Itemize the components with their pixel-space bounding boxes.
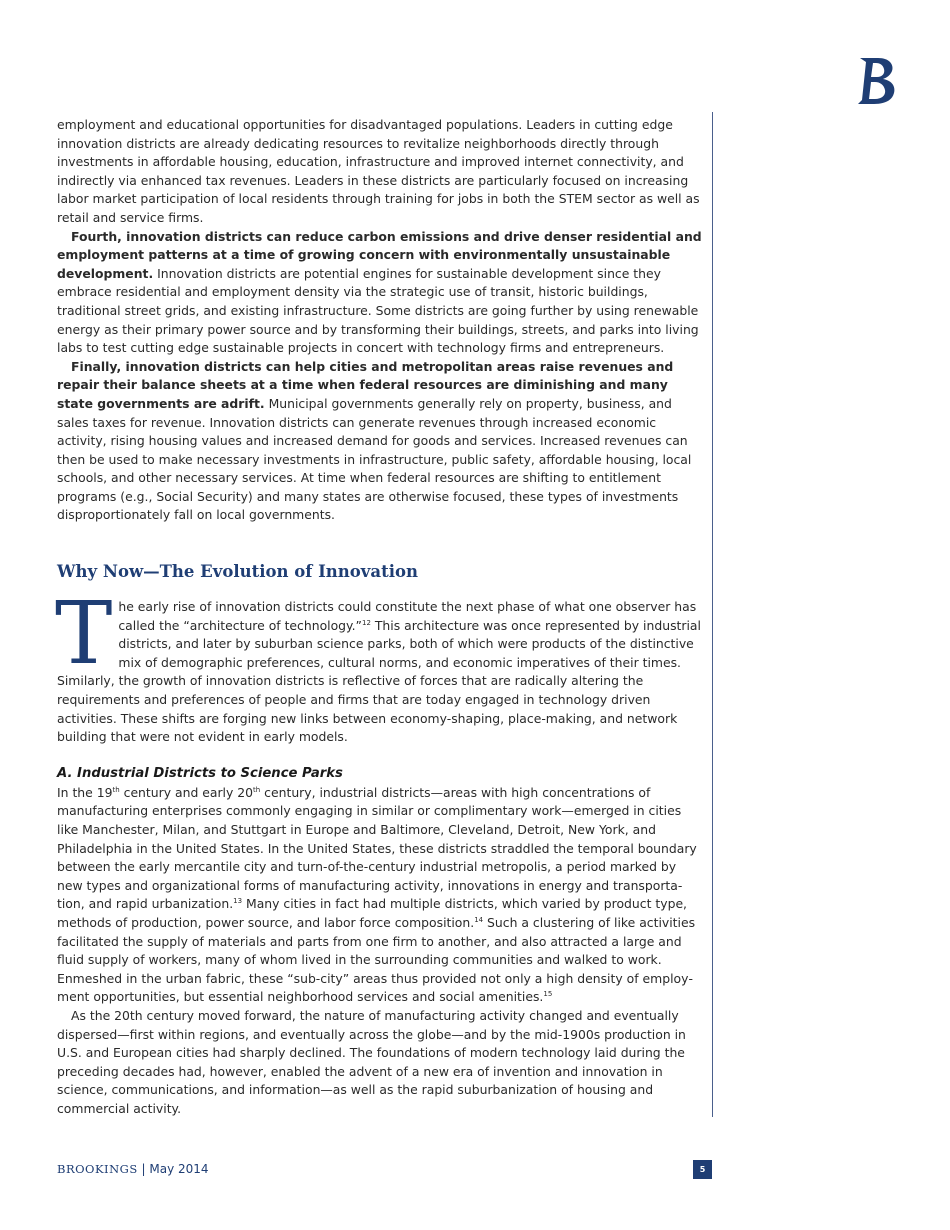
paragraph-3-body: Municipal governments generally rely on property, business, and sales taxes for revenue. Innovation districts can generate revenues through increased economic activity, rising housing values and increased demand for goods and services. Increased revenues can then be used to make necessary investments in infrastructure, public safety, affordable housing, local schools, and other necessary services. At time when federal resources are shifting to entitlement programs (e.g., Social Security) and many states are otherwise focused, these types of investments disproportionately fall on local governments. <box>57 395 692 523</box>
paragraph-3-lead: Finally, innovation districts can help cities and metropolitan areas raise revenues and repair their balance sheets at a time when federal resources are diminishing and many state governments are adrift. <box>57 358 674 411</box>
page-footer <box>57 1161 209 1177</box>
drop-cap: T <box>55 584 113 685</box>
footer-date: May 2014 <box>149 1162 209 1176</box>
subsection-paragraph-2: As the 20th century moved forward, the nature of manufacturing activity changed and eventually dispersed—first within regions, and eventually across the globe—and by the mid-1900s production in U.S. and European cities had sharply declined. The foundations of modern technology laid during the preceding decades had, however, enabled the advent of a new era of invention and innovation in science, communications, and information—as well as the rapid suburbanization of housing and commercial activity. <box>57 1007 686 1116</box>
section-intro-b: This architecture was once represented by industrial districts, and later by suburban science parks, both of which were products of the distinctive mix of demographic preferences, cultural norms, and economic imperatives of their times. Similarly, the growth of innovation districts is reflective of forces that are radically altering the requirements and preferences of people and firms that are today engaged in technology driven activities. These shifts are forging new links between economy-shaping, place-making, and network building that were not evident in early models. <box>57 617 701 745</box>
paragraph-1: employment and educational opportunities for disadvantaged populations. Leaders in cutting edge innovation districts are already dedicating resources to revitalize neighborhoods directly through investments in affordable housing, education, infrastructure and improved internet connectivity, and indirectly via enhanced tax revenues. Leaders in these districts are particularly focused on increasing labor market participation of local residents through training for jobs in both the STEM sector as well as retail and service firms. <box>57 117 700 225</box>
paragraph-2-lead: Fourth, innovation districts can reduce carbon emissions and drive denser residential and employment patterns at a time of growing concern with environmentally unsustainable development. <box>57 228 702 281</box>
paragraph-2-body: Innovation districts are potential engines for sustainable development since they embrace residential and employment density via the strategic use of transit, historic buildings, traditional street grids, and existing infrastructure. Some districts are going further by using renewable energy as their primary power source and by transforming their buildings, streets, and parks into living labs to test cutting edge sustainable projects in concert with technology firms and entrepreneurs. <box>57 265 699 356</box>
main-text-column <box>57 116 702 1119</box>
column-divider <box>712 112 713 1117</box>
brookings-logo-icon <box>856 52 900 106</box>
footnote-ref-14: 14 <box>474 915 484 924</box>
subsection-paragraph-1 <box>57 784 702 1007</box>
subsection-title: A. Industrial Districts to Science Parks <box>57 765 343 781</box>
text-run: Such a clustering of like activities facilitated the supply of materials and parts from one firm to another, and also attracted a large and fluid supply of workers, many of whom lived in the surrounding communities and walked to work. Enmeshed in the urban fabric, these “sub-city” areas thus provided not only a high density of employment opportunities, but essential neighborhood services and social amenities. <box>57 914 696 1005</box>
section-intro <box>55 584 702 747</box>
footnote-ref-15: 15 <box>543 990 553 999</box>
text-run: Many cities in fact had multiple districts, which varied by product type, methods of production, power source, and labor force composition. <box>57 896 687 930</box>
footer-separator: | <box>137 1162 150 1176</box>
footer-brand: BROOKINGS <box>57 1162 138 1176</box>
text-run: century and early 20 <box>119 784 254 800</box>
section-title: Why Now—The Evolution of Innovation <box>57 562 418 582</box>
paragraph-3 <box>57 358 702 525</box>
superscript-th: th <box>253 785 261 794</box>
footnote-ref-13: 13 <box>233 897 243 906</box>
footnote-ref-12: 12 <box>361 618 371 627</box>
paragraph-2 <box>57 228 702 358</box>
text-run: century, industrial districts—areas with high concentrations of manufacturing enterprises commonly engaging in similar or complimentary work—emerged in cities like Manchester, Milan, and Stuttgart in Europe and Baltimore, Cleveland, Detroit, New York, and Philadelphia in the United States. In the United States, these districts straddled the temporal boundary between the early mercantile city and turn-of-the-century industrial metropolis, a period marked by new types and organizational forms of manufacturing activity, innovations in energy and transportation, and rapid urbanization. <box>57 784 697 912</box>
page-number: 5 <box>693 1160 712 1179</box>
section-intro-a: he early rise of innovation districts could constitute the next phase of what one observer has called the “architecture of technology.” <box>118 599 697 633</box>
text-run: In the 19 <box>57 784 113 800</box>
superscript-th: th <box>112 785 120 794</box>
